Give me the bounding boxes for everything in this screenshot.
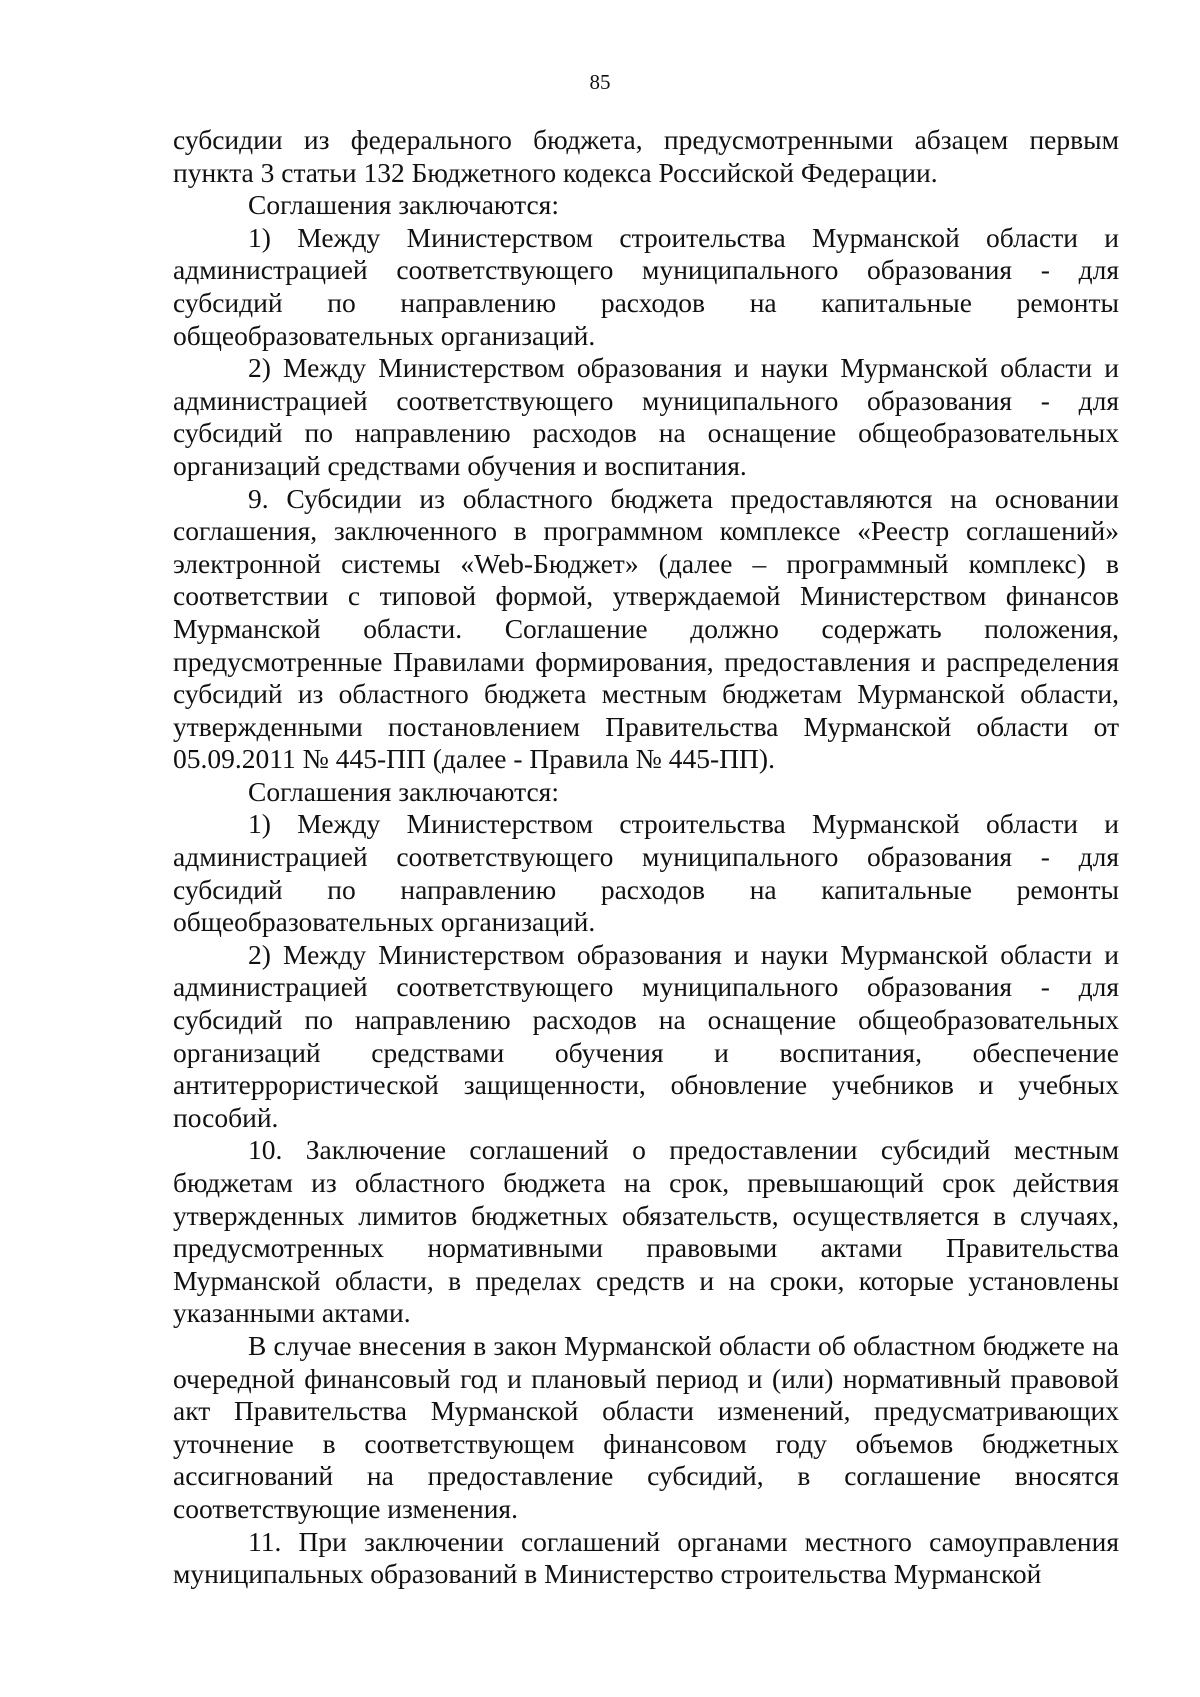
paragraph-item-2: 2) Между Министерством образования и науки Мурманской области и администрацией соответствующего муниципального образования - для субсидий по направлению расходов на оснащение общеобразовательных организаций средствами обучения и воспитания. [173,352,1119,481]
paragraph-agreements-intro: Соглашения заключаются: [248,775,559,807]
paragraph-agreements-intro: Соглашения заключаются: [248,189,559,221]
paragraph-clause-10: 10. Заключение соглашений о предоставлении субсидий местным бюджетам из областного бюджета на срок, превышающий срок действия утвержденных лимитов бюджетных обязательств, осуществляется в случаях, предусмотренных нормативными правовыми актами Правительства Мурманской области, в пределах средств и на сроки, которые установлены указанными актами. [173,1134,1119,1329]
paragraph-item-1: 1) Между Министерством строительства Мурманской области и администрацией соответствующего муниципального образования - для субсидий по направлению расходов на капитальные ремонты общеобразовательных организаций. [173,808,1119,938]
paragraph-item-2: 2) Между Министерством образования и науки Мурманской области и администрацией соответствующего муниципального образования - для субсидий по направлению расходов на оснащение общеобразовательных организаций средствами обучения и воспитания, обеспечение антитеррористической защищенности, обновление учебников и учебных пособий. [173,938,1119,1133]
document-body [173,124,1119,1591]
paragraph-clause-11: 11. При заключении соглашений органами местного самоуправления муниципальных образований в Министерство строительства Мурманской [173,1525,1119,1590]
paragraph-amendments: В случае внесения в закон Мурманской области об областном бюджете на очередной финансовый год и плановый период и (или) нормативный правовой акт Правительства Мурманской области изменений, предусматривающих уточнение в соответствующем финансовом году объемов бюджетных ассигнований на предоставление субсидий, в соглашение вносятся соответствующие изменения. [173,1329,1119,1524]
paragraph-clause-9: 9. Субсидии из областного бюджета предоставляются на основании соглашения, заключенного в программном комплексе «Реестр соглашений» электронной системы «Web-Бюджет» (далее – программный комплекс) в соответствии с типовой формой, утверждаемой Министерством финансов Мурманской области. Соглашение должно содержать положения, предусмотренные Правилами формирования, предоставления и распределения субсидий из областного бюджета местным бюджетам Мурманской области, утвержденными постановлением Правительства Мурманской области от 05.09.2011 № 445-ПП (далее - Правила № 445-ПП). [173,482,1119,775]
paragraph-continuation: субсидии из федерального бюджета, предусмотренными абзацем первым пункта 3 статьи 132 Бюджетного кодекса Российской Федерации. [173,124,1119,188]
page-number: 85 [589,70,611,94]
paragraph-item-1: 1) Между Министерством строительства Мурманской области и администрацией соответствующего муниципального образования - для субсидий по направлению расходов на капитальные ремонты общеобразовательных организаций. [173,221,1119,351]
